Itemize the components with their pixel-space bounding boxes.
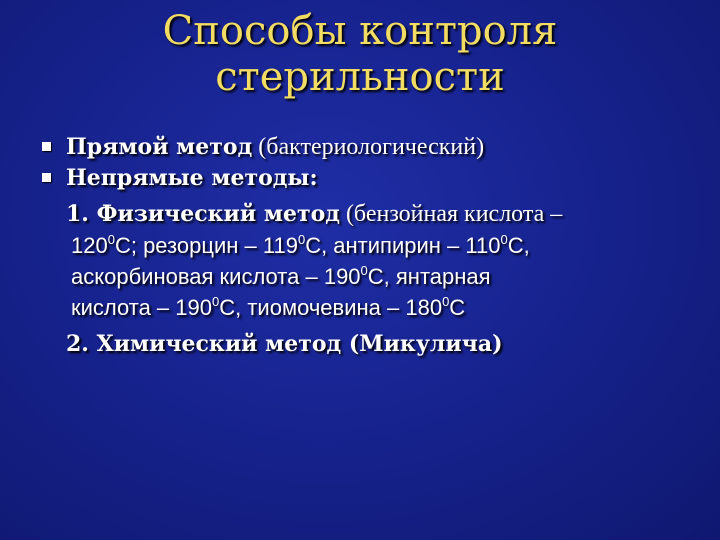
physical-line-2 <box>71 230 702 261</box>
degree-mark: 0 <box>500 232 508 247</box>
bullet-bold-text: Прямой метод <box>66 134 253 160</box>
degree-mark: 0 <box>212 294 220 309</box>
temp-value: 120 <box>71 233 108 258</box>
temp-value: 190 <box>323 264 361 289</box>
temp-value: 190 <box>175 295 212 320</box>
title-line-1: Способы контроля <box>162 8 558 54</box>
degree-mark: 0 <box>442 294 450 309</box>
bullet-indirect-methods <box>42 163 702 194</box>
temp-unit: С, <box>507 233 530 258</box>
chemical-method-item: 2. Химический метод (Микулича) <box>66 331 503 357</box>
substance-name: резорцин – <box>136 233 263 258</box>
degree-mark: 0 <box>297 232 306 247</box>
substance-name: антипирин – <box>327 233 466 258</box>
degree-mark: 0 <box>360 263 368 278</box>
slide-title <box>60 8 660 100</box>
substance-name: янтарная <box>389 264 491 289</box>
substance-name: аскорбиновая кислота – <box>71 264 324 289</box>
physical-method-heading: 1. Физический метод <box>66 201 340 227</box>
bullet-direct-method <box>42 132 702 163</box>
temp-value: 110 <box>465 233 501 258</box>
degree-mark: 0 <box>107 232 115 247</box>
bullet-rest-text: (бактериологический) <box>252 134 485 160</box>
temp-unit: С, <box>219 295 242 320</box>
bullet-bold-text: Непрямые методы: <box>66 165 318 191</box>
temp-value: 119 <box>262 233 298 258</box>
physical-line-3 <box>71 261 702 292</box>
temp-unit: С; <box>114 233 137 258</box>
square-bullet-icon <box>42 142 51 151</box>
physical-method-intro: (бензойная кислота – <box>339 201 563 227</box>
substance-name: тиомочевина – <box>241 295 406 320</box>
temp-unit: С, <box>367 264 390 289</box>
temp-unit: С, <box>305 233 328 258</box>
square-bullet-icon <box>42 173 51 182</box>
title-line-2: стерильности <box>215 54 505 100</box>
temp-unit: С <box>449 295 466 320</box>
physical-line-4 <box>71 292 702 323</box>
physical-method-item <box>66 199 702 323</box>
substance-name: кислота – <box>71 295 176 320</box>
slide-content <box>42 132 702 360</box>
temp-value: 180 <box>405 295 443 320</box>
